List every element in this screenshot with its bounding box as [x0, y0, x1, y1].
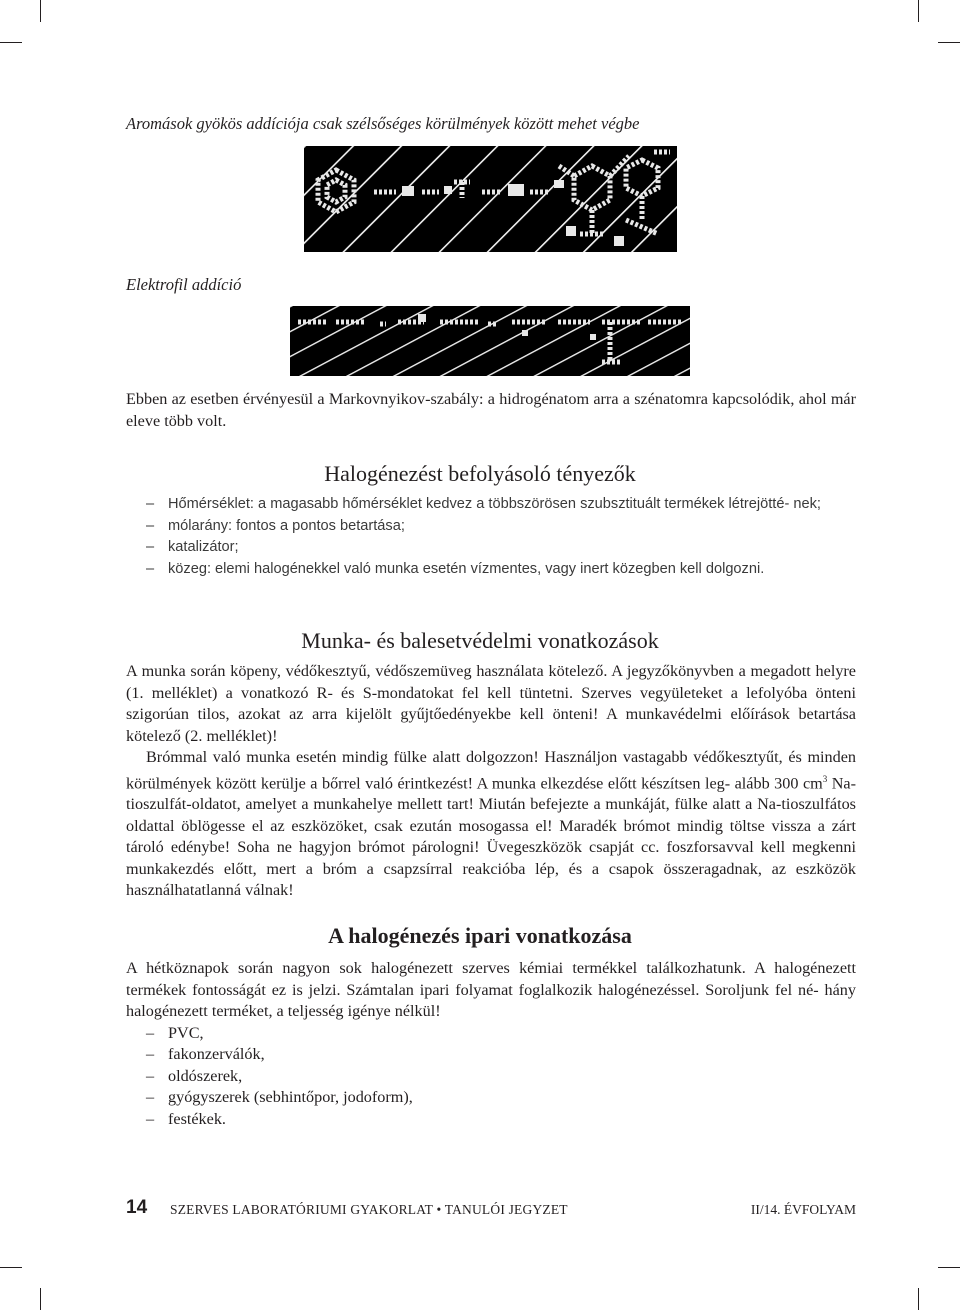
heading-safety — [0, 628, 960, 654]
list-item-text: oldószerek, — [168, 1066, 243, 1085]
crop-mark — [0, 1267, 22, 1268]
dash-marker: – — [146, 517, 155, 534]
safety-paragraph-1: A munka során köpeny, védőkesztyű, védőszemüveg használata kötelező. A jegyzőkönyvben a megadott helyre (1. melléklet) a vonatkozó R- és S-mondatokat fel kell tüntetni. Szerves vegyületeket a lefolyóba önteni szigorúan tilos, azokat az arra kijelölt gyűjtőedényekbe kell önteni! A munkavédelmi előírások betartása kötelező (2. melléklet)! — [126, 662, 856, 745]
markovnikov-paragraph — [126, 389, 856, 432]
industrial-products-list — [126, 1023, 856, 1131]
safety-block — [126, 661, 856, 902]
list-item-text: gyógyszerek (sebhintőpor, jodoform), — [168, 1088, 413, 1106]
list-item-text: fakonzerválók, — [168, 1045, 265, 1063]
list-item — [126, 1109, 856, 1131]
list-item — [126, 1066, 856, 1088]
list-item-text: festékek. — [168, 1109, 226, 1128]
footer-series-title: SZERVES LABORATÓRIUMI GYAKORLAT • TANULÓI JEGYZET — [170, 1202, 568, 1217]
dash-marker: – — [146, 539, 155, 556]
reaction-scheme-electrophilic — [290, 306, 690, 376]
caption-electrophilic-addition: Elektrofil addíció — [126, 275, 242, 294]
list-item — [126, 559, 856, 581]
dash-marker: – — [146, 1066, 155, 1085]
crop-mark — [938, 42, 960, 43]
footer-grade: II/14. ÉVFOLYAM — [750, 1202, 856, 1217]
dash-marker: – — [146, 496, 155, 512]
list-item-text: katalizátor; — [168, 539, 239, 556]
safety-paragraph-2-end: Na-tioszulfát-oldatot, amelyet a munkahelye mellett tart! Miután befejezte a munkáját, fülke alatt a Na-tioszulfátos oldattal öblögesse el az eszközöket, csak ezután mosogassa el! Maradék brómot mindig töltse vissza a zárt tároló edénybe! Soha ne hagyjon brómot párologni! Üvegeszközök csapját cc. foszforsavval kell megkenni munkakezdés előtt, mert a bróm a csapzsírral reakcióba lép, és a csapok összeragadnak, az eszközök használhatatlanná válnak! — [126, 773, 856, 900]
list-item-text: PVC, — [168, 1023, 204, 1042]
industrial-block — [126, 958, 856, 1130]
factors-list — [126, 494, 856, 580]
markovnikov-text: Ebben az esetben érvényesül a Markovnyikov-szabály: a hidrogénatom arra a szénatomra kapcsolódik, ahol már eleve több volt. — [126, 390, 856, 430]
list-item-text: Hőmérséklet: a magasabb hőmérséklet kedvez a többszörösen szubsztituált termékek létrejötté- nek; — [168, 496, 821, 512]
list-item — [126, 1087, 856, 1109]
safety-paragraph-2-start: Brómmal való munka esetén mindig fülke alatt dolgozzon! Használjon vastagabb védőkesztyűt, és minden körülmények között kerülje a bőrrel való érintkezést! A munka elkezdése előtt készítsen leg- alább 300 cm — [126, 748, 856, 792]
dash-marker: – — [146, 560, 155, 577]
caption-radical-addition: Aromások gyökös addíciója csak szélsőséges körülmények között mehet végbe — [126, 114, 640, 133]
crop-mark — [918, 1288, 919, 1310]
heading-industrial — [0, 923, 960, 949]
list-item — [126, 1044, 856, 1066]
heading-halogenation-factors — [0, 461, 960, 487]
factors-list-block — [126, 494, 856, 580]
unit-superscript: 3 — [822, 773, 828, 784]
list-item — [126, 1023, 856, 1045]
crop-mark — [40, 0, 41, 22]
list-item-text: mólarány: fontos a pontos betartása; — [168, 517, 405, 534]
list-item-text: közeg: elemi halogénekkel való munka esetén vízmentes, vagy inert közegben kell dolgozni. — [168, 560, 765, 577]
heading-safety-text: Munka- és balesetvédelmi vonatkozások — [301, 628, 659, 653]
page-number: 14 — [126, 1197, 148, 1218]
crop-mark — [938, 1267, 960, 1268]
crop-mark — [0, 42, 22, 43]
crop-mark — [40, 1288, 41, 1310]
safety-paragraph-2 — [126, 747, 856, 902]
page-footer — [126, 1199, 856, 1223]
list-item — [126, 537, 856, 559]
industrial-paragraph: A hétköznapok során nagyon sok halogénezett szerves kémiai termékkel találkozhatunk. A halogénezett termékek fontosságát ez is jelzi. Számtalan ipari folyamat foglalkozik halogénezéssel. Soroljunk fel né- hány halogénezett terméket, a teljesség igénye nélkül! — [126, 959, 856, 1020]
crop-mark — [918, 0, 919, 22]
dash-marker: – — [146, 1088, 155, 1106]
heading-halogenation-factors-text: Halogénezést befolyásoló tényezők — [324, 461, 636, 486]
dash-marker: – — [146, 1023, 155, 1042]
dash-marker: – — [146, 1045, 155, 1063]
list-item — [126, 494, 856, 516]
list-item — [126, 516, 856, 538]
heading-industrial-text: A halogénezés ipari vonatkozása — [328, 923, 632, 948]
reaction-scheme-radical — [304, 146, 677, 252]
dash-marker: – — [146, 1109, 155, 1128]
